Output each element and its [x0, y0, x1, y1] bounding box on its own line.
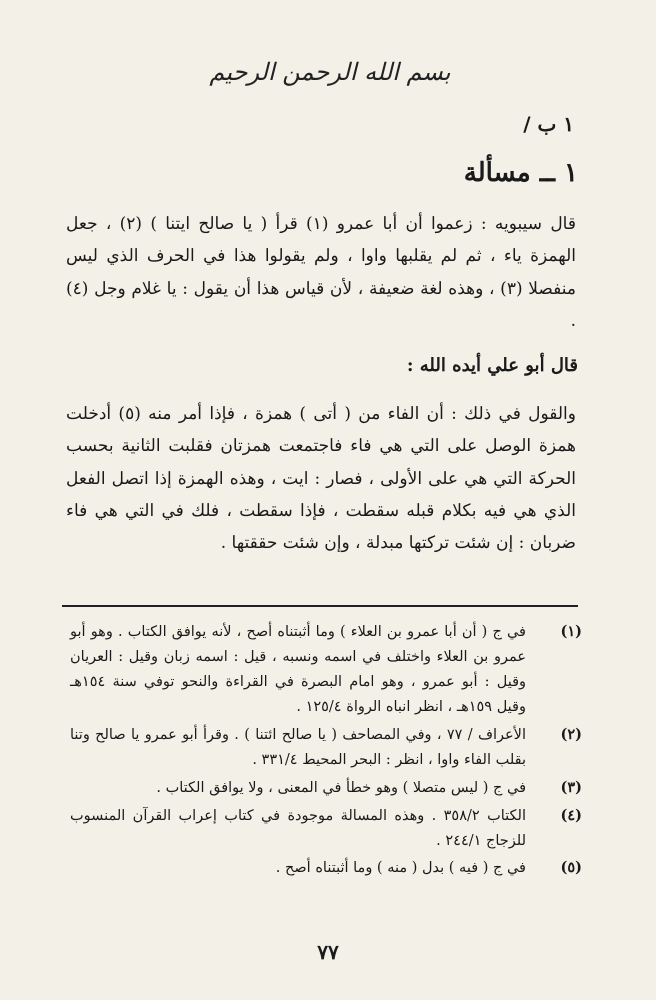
folio-marker: ١ ب / — [523, 112, 574, 136]
section-heading: ١ ــ مسألة — [463, 158, 578, 188]
footnote — [70, 856, 582, 881]
subheading-abu-ali: قال أبو علي أيده الله : — [406, 355, 578, 376]
footnote-number: (١) — [560, 623, 582, 640]
paragraph-1-text: قال سيبويه : زعموا أن أبا عمرو (١) قرأ ( يا صالح ايتنا ) (٢) ، جعل الهمزة ياء ، ثم لم يقلبها واوا ، ولم يقولوا هذا في الحرف الذي ليس منفصلا (٣) ، وهذه لغة ضعيفة ، لأن قياس هذا أن يقول : يا غلام وجل (٤) . — [66, 214, 576, 331]
footnote — [70, 723, 582, 773]
footnote — [70, 776, 582, 801]
paragraph-2-text: والقول في ذلك : أن الفاء من ( أتى ) همزة ، فإذا أمر منه (٥) أدخلت همزة الوصل على التي هي فاء فاجتمعت همزتان فقلبت الثانية بحسب الحركة التي هي على الأولى ، فصار : ايت ، وهذه الهمزة إذا اتصل الفعل الذي هي فيه بكلام قبله سقطت ، فإذا سقطت ، فلك في التي هي فاء ضربان : إن شئت تركتها مبدلة ، وإن شئت حققتها . — [66, 404, 576, 554]
footnote-text: في ج ( فيه ) بدل ( منه ) وما أثبتناه أصح . — [275, 860, 526, 877]
footnote-number: (٥) — [560, 859, 582, 877]
page-number: ٧٧ — [317, 940, 339, 964]
footnote-divider — [62, 605, 578, 607]
basmala: بسم الله الرحمن الرحيم — [209, 58, 451, 86]
footnote — [70, 620, 582, 720]
footnote-number: (٤) — [560, 806, 582, 824]
footnote-number: (٢) — [560, 725, 582, 743]
footnote-text: الأعراف / ٧٧ ، وفي المصاحف ( يا صالح ائتنا ) . وقرأ أبو عمرو يا صالح وتنا بقلب الفاء واوا ، انظر : البحر المحيط ٣٣١/٤ . — [70, 726, 526, 768]
footnote-text: في ج ( أن أبا عمرو بن العلاء ) وما أثبتناه أصح ، لأنه يوافق الكتاب . وهو أبو عمرو بن العلاء واختلف في اسمه ونسبه ، قيل : اسمه زبان وقيل : العريان وقيل : أبو عمرو ، وهو امام البصرة في القراءة والنحو توفي سنة ١٥٤هـ وقيل ١٥٩هـ ، انظر انباه الرواة ١٢٥/٤ . — [70, 624, 526, 715]
footnote — [70, 804, 582, 854]
paragraph-explanation — [66, 398, 576, 559]
footnote-number: (٣) — [560, 778, 582, 796]
footnote-text: الكتاب ٣٥٨/٢ . وهذه المسالة موجودة في كتاب إعراب القرآن المنسوب للزجاج ٢٤٤/١ . — [70, 807, 526, 849]
paragraph-sibawayh — [66, 208, 576, 337]
footnote-text: في ج ( ليس متصلا ) وهو خطأ في المعنى ، ولا يوافق الكتاب . — [156, 779, 526, 796]
footnotes — [70, 620, 582, 884]
